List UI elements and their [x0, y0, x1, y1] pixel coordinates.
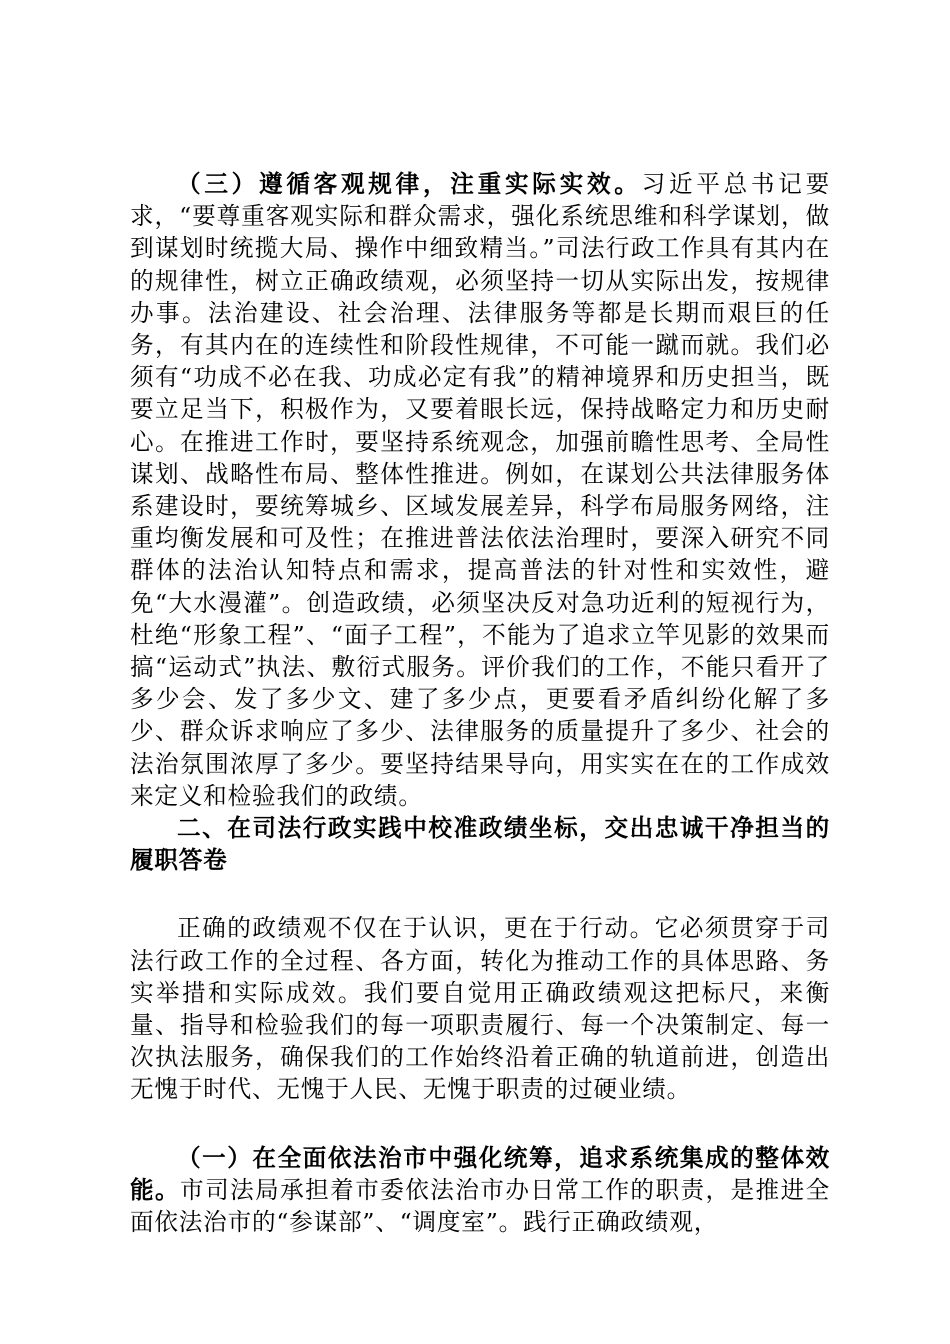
- heading-two: 二、在司法行政实践中校准政绩坐标，交出忠诚干净担当的履职答卷: [130, 814, 830, 875]
- section-three-body: 习近平总书记要求，“要尊重客观实际和群众需求，强化系统思维和科学谋划，做到谋划时统揽大局、操作中细致精当。”司法行政工作具有其内在的规律性，树立正确政绩观，必须坚持一切从实际出发，按规律办事。法治建设、社会治理、法律服务等都是长期而艰巨的任务，有其内在的连续性和阶段性规律，不可能一蹴而就。我们必须有“功成不必在我、功成必定有我”的精神境界和历史担当，既要立足当下，积极作为，又要着眼长远，保持战略定力和历史耐心。在推进工作时，要坚持系统观念，加强前瞻性思考、全局性谋划、战略性布局、整体性推进。例如，在谋划公共法律服务体系建设时，要统筹城乡、区域发展差异，科学布局服务网络，注重均衡发展和可及性；在推进普法依法治理时，要深入研究不同群体的法治认知特点和需求，提高普法的针对性和实效性，避免“大水漫灌”。创造政绩，必须坚决反对急功近利的短视行为，杜绝“形象工程”、“面子工程”，不能为了追求立竿见影的效果而搞“运动式”执法、敷衍式服务。评价我们的工作，不能只看开了多少会、发了多少文、建了多少点，更要看矛盾纠纷化解了多少、群众诉求响应了多少、法律服务的质量提升了多少、社会的法治氛围浓厚了多少。要坚持结果导向，用实实在在的工作成效来定义和检验我们的政绩。: [130, 170, 830, 810]
- paragraph-section-three: [130, 168, 830, 812]
- section-three-lead: （三）遵循客观规律，注重实际实效。: [177, 170, 642, 198]
- intro-paragraph: 正确的政绩观不仅在于认识，更在于行动。它必须贯穿于司法行政工作的全过程、各方面，转化为推动工作的具体思路、务实举措和实际成效。我们要自觉用正确政绩观这把标尺，来衡量、指导和检验我们的每一项职责履行、每一个决策制定、每一次执法服务，确保我们的工作始终沿着正确的轨道前进，创造出无愧于时代、无愧于人民、无愧于职责的过硬业绩。: [130, 914, 830, 1104]
- section-one-lead: （一）在全面依法治市中强化统筹，追求系统集成的整体效能。: [130, 1143, 830, 1204]
- document-body: [130, 168, 830, 1238]
- paragraph-section-one: [130, 1142, 830, 1239]
- section-one-body: 市司法局承担着市委依法治市办日常工作的职责，是推进全面依法治市的“参谋部”、“调度室”。践行正确政绩观，: [130, 1175, 830, 1237]
